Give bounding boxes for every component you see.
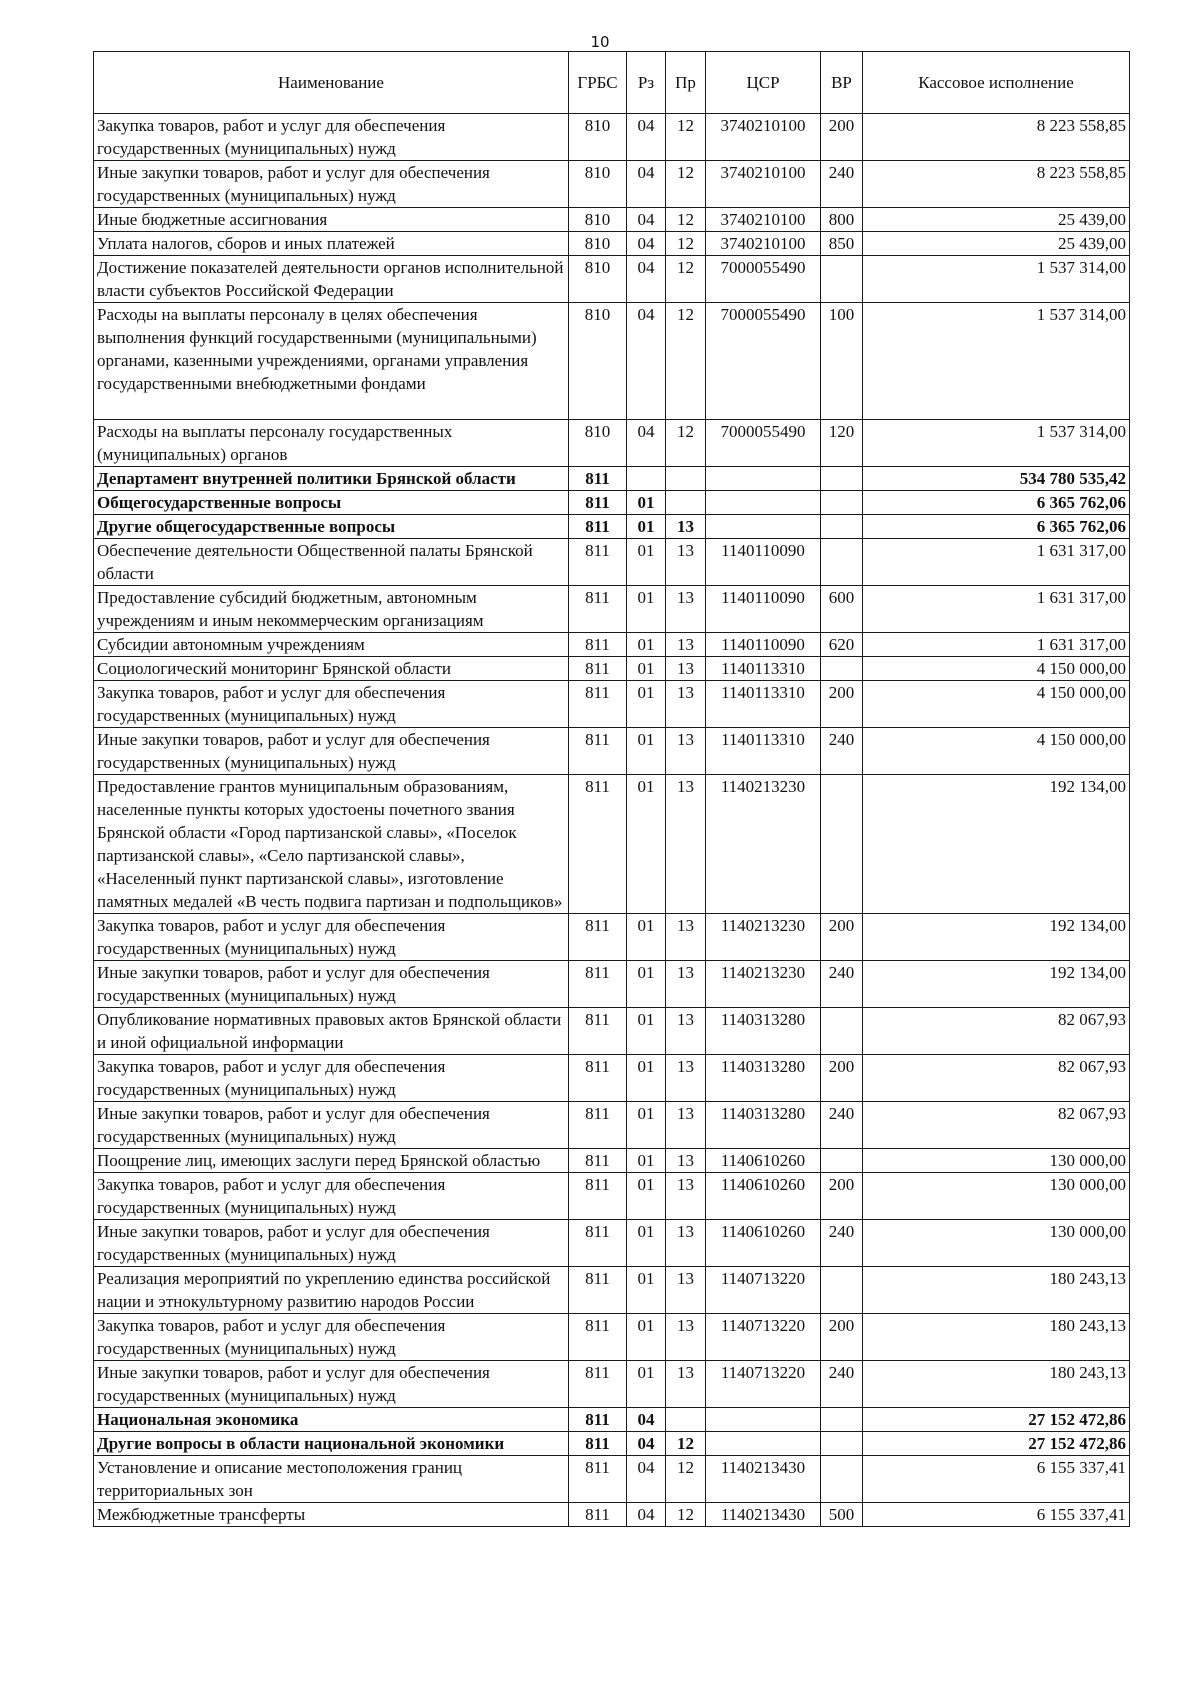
row-csr-cell: 1140213430 <box>706 1503 821 1527</box>
row-csr-cell: 1140213230 <box>706 775 821 914</box>
row-rz-cell: 01 <box>627 515 666 539</box>
row-pr-cell: 13 <box>666 1361 706 1408</box>
row-pr-cell: 13 <box>666 1267 706 1314</box>
row-name-cell: Иные закупки товаров, работ и услуг для обеспечения государственных (муниципальных) нужд <box>94 1220 569 1267</box>
row-amount-cell: 180 243,13 <box>863 1361 1130 1408</box>
row-grbs-cell: 811 <box>569 1055 627 1102</box>
row-amount-cell: 6 365 762,06 <box>863 515 1130 539</box>
row-amount-cell: 82 067,93 <box>863 1008 1130 1055</box>
row-rz-cell: 01 <box>627 1102 666 1149</box>
row-name-cell: Закупка товаров, работ и услуг для обеспечения государственных (муниципальных) нужд <box>94 1055 569 1102</box>
row-grbs-cell: 811 <box>569 1503 627 1527</box>
row-vr-cell: 240 <box>821 961 863 1008</box>
row-vr-cell <box>821 1267 863 1314</box>
header-csr: ЦСР <box>706 52 821 114</box>
table-row <box>94 961 1130 1008</box>
table-row <box>94 1361 1130 1408</box>
row-vr-cell <box>821 1456 863 1503</box>
row-amount-cell: 1 631 317,00 <box>863 539 1130 586</box>
row-csr-cell: 1140713220 <box>706 1361 821 1408</box>
row-grbs-cell: 811 <box>569 1314 627 1361</box>
row-grbs-cell: 810 <box>569 208 627 232</box>
row-pr-cell: 13 <box>666 914 706 961</box>
row-vr-cell: 240 <box>821 1220 863 1267</box>
row-vr-cell <box>821 657 863 681</box>
row-name-cell: Департамент внутренней политики Брянской области <box>94 467 569 491</box>
row-pr-cell: 13 <box>666 1149 706 1173</box>
row-csr-cell: 1140313280 <box>706 1102 821 1149</box>
row-pr-cell: 13 <box>666 681 706 728</box>
row-rz-cell: 04 <box>627 114 666 161</box>
row-vr-cell: 200 <box>821 1314 863 1361</box>
row-grbs-cell: 811 <box>569 1008 627 1055</box>
row-amount-cell: 130 000,00 <box>863 1220 1130 1267</box>
row-pr-cell: 13 <box>666 1055 706 1102</box>
row-grbs-cell: 811 <box>569 961 627 1008</box>
header-vr: ВР <box>821 52 863 114</box>
row-csr-cell: 1140113310 <box>706 681 821 728</box>
table-body <box>94 114 1130 1527</box>
row-grbs-cell: 811 <box>569 914 627 961</box>
row-csr-cell: 7000055490 <box>706 420 821 467</box>
row-pr-cell: 13 <box>666 586 706 633</box>
row-csr-cell: 3740210100 <box>706 114 821 161</box>
row-vr-cell: 100 <box>821 303 863 420</box>
row-name-cell: Предоставление грантов муниципальным образованиям, населенные пункты которых удостоены почетного звания Брянской области «Город партизанской славы», «Поселок партизанской славы», «Село партизанской славы», «Населенный пункт партизанской славы», изготовление памятных медалей «В честь подвига партизан и подпольщиков» <box>94 775 569 914</box>
table-row <box>94 657 1130 681</box>
row-grbs-cell: 810 <box>569 114 627 161</box>
row-vr-cell: 200 <box>821 1055 863 1102</box>
row-vr-cell <box>821 539 863 586</box>
row-csr-cell: 1140110090 <box>706 539 821 586</box>
table-row <box>94 633 1130 657</box>
row-amount-cell: 1 631 317,00 <box>863 633 1130 657</box>
table-row <box>94 586 1130 633</box>
row-name-cell: Субсидии автономным учреждениям <box>94 633 569 657</box>
table-row <box>94 1503 1130 1527</box>
row-name-cell: Иные бюджетные ассигнования <box>94 208 569 232</box>
table-row <box>94 467 1130 491</box>
row-rz-cell: 04 <box>627 1503 666 1527</box>
row-grbs-cell: 811 <box>569 1220 627 1267</box>
row-rz-cell: 01 <box>627 775 666 914</box>
row-amount-cell: 1 537 314,00 <box>863 256 1130 303</box>
row-grbs-cell: 810 <box>569 420 627 467</box>
row-name-cell: Иные закупки товаров, работ и услуг для обеспечения государственных (муниципальных) нужд <box>94 961 569 1008</box>
row-vr-cell: 600 <box>821 586 863 633</box>
row-amount-cell: 25 439,00 <box>863 232 1130 256</box>
row-vr-cell: 620 <box>821 633 863 657</box>
row-name-cell: Социологический мониторинг Брянской области <box>94 657 569 681</box>
row-vr-cell <box>821 1008 863 1055</box>
row-csr-cell: 1140713220 <box>706 1267 821 1314</box>
row-name-cell: Расходы на выплаты персоналу в целях обеспечения выполнения функций государственными (муниципальными) органами, казенными учреждениями, органами управления государственными внебюджетными фондами <box>94 303 569 420</box>
row-rz-cell: 01 <box>627 914 666 961</box>
table-row <box>94 491 1130 515</box>
row-vr-cell: 240 <box>821 1102 863 1149</box>
row-amount-cell: 192 134,00 <box>863 914 1130 961</box>
row-amount-cell: 25 439,00 <box>863 208 1130 232</box>
row-pr-cell: 13 <box>666 515 706 539</box>
row-csr-cell: 1140313280 <box>706 1055 821 1102</box>
row-rz-cell: 01 <box>627 539 666 586</box>
row-name-cell: Общегосударственные вопросы <box>94 491 569 515</box>
row-name-cell: Другие общегосударственные вопросы <box>94 515 569 539</box>
table-row <box>94 1173 1130 1220</box>
table-row <box>94 1102 1130 1149</box>
row-vr-cell <box>821 467 863 491</box>
row-grbs-cell: 811 <box>569 467 627 491</box>
row-pr-cell: 13 <box>666 1314 706 1361</box>
row-name-cell: Иные закупки товаров, работ и услуг для обеспечения государственных (муниципальных) нужд <box>94 728 569 775</box>
row-rz-cell: 01 <box>627 1008 666 1055</box>
row-csr-cell <box>706 1432 821 1456</box>
row-pr-cell: 12 <box>666 420 706 467</box>
row-rz-cell: 04 <box>627 303 666 420</box>
table-header-row <box>94 52 1130 114</box>
table-row <box>94 914 1130 961</box>
row-rz-cell: 01 <box>627 1220 666 1267</box>
row-grbs-cell: 811 <box>569 515 627 539</box>
row-rz-cell: 01 <box>627 961 666 1008</box>
header-name: Наименование <box>94 52 569 114</box>
row-pr-cell: 13 <box>666 1220 706 1267</box>
row-vr-cell: 240 <box>821 1361 863 1408</box>
row-pr-cell <box>666 491 706 515</box>
row-pr-cell: 12 <box>666 303 706 420</box>
row-rz-cell: 01 <box>627 1267 666 1314</box>
row-csr-cell <box>706 515 821 539</box>
row-name-cell: Иные закупки товаров, работ и услуг для обеспечения государственных (муниципальных) нужд <box>94 1361 569 1408</box>
row-amount-cell: 130 000,00 <box>863 1149 1130 1173</box>
row-rz-cell: 01 <box>627 1314 666 1361</box>
page-number: 10 <box>590 33 610 51</box>
table-row <box>94 1432 1130 1456</box>
row-amount-cell: 27 152 472,86 <box>863 1432 1130 1456</box>
row-csr-cell: 1140113310 <box>706 657 821 681</box>
row-vr-cell <box>821 256 863 303</box>
row-amount-cell: 6 365 762,06 <box>863 491 1130 515</box>
table-row <box>94 1220 1130 1267</box>
row-rz-cell: 01 <box>627 728 666 775</box>
row-grbs-cell: 810 <box>569 256 627 303</box>
row-rz-cell: 01 <box>627 1149 666 1173</box>
row-rz-cell: 04 <box>627 420 666 467</box>
row-pr-cell: 12 <box>666 208 706 232</box>
row-vr-cell: 200 <box>821 914 863 961</box>
row-grbs-cell: 811 <box>569 1267 627 1314</box>
row-csr-cell: 1140313280 <box>706 1008 821 1055</box>
row-grbs-cell: 810 <box>569 161 627 208</box>
row-amount-cell: 1 631 317,00 <box>863 586 1130 633</box>
row-rz-cell: 01 <box>627 657 666 681</box>
row-rz-cell: 04 <box>627 161 666 208</box>
table-row <box>94 1456 1130 1503</box>
row-amount-cell: 130 000,00 <box>863 1173 1130 1220</box>
row-rz-cell: 01 <box>627 491 666 515</box>
row-vr-cell: 240 <box>821 161 863 208</box>
row-vr-cell: 240 <box>821 728 863 775</box>
header-grbs: ГРБС <box>569 52 627 114</box>
row-amount-cell: 180 243,13 <box>863 1314 1130 1361</box>
row-pr-cell: 13 <box>666 657 706 681</box>
row-csr-cell: 1140213230 <box>706 914 821 961</box>
row-grbs-cell: 811 <box>569 1432 627 1456</box>
row-grbs-cell: 811 <box>569 657 627 681</box>
row-pr-cell: 12 <box>666 256 706 303</box>
row-vr-cell <box>821 491 863 515</box>
row-name-cell: Другие вопросы в области национальной экономики <box>94 1432 569 1456</box>
row-name-cell: Закупка товаров, работ и услуг для обеспечения государственных (муниципальных) нужд <box>94 1173 569 1220</box>
table-row <box>94 420 1130 467</box>
row-vr-cell: 850 <box>821 232 863 256</box>
row-grbs-cell: 811 <box>569 586 627 633</box>
row-csr-cell <box>706 1408 821 1432</box>
row-pr-cell: 12 <box>666 1456 706 1503</box>
row-rz-cell: 04 <box>627 208 666 232</box>
table-row <box>94 1055 1130 1102</box>
row-name-cell: Достижение показателей деятельности органов исполнительной власти субъектов Российской Федерации <box>94 256 569 303</box>
row-name-cell: Национальная экономика <box>94 1408 569 1432</box>
row-name-cell: Межбюджетные трансферты <box>94 1503 569 1527</box>
row-grbs-cell: 811 <box>569 1361 627 1408</box>
row-rz-cell: 01 <box>627 681 666 728</box>
row-amount-cell: 6 155 337,41 <box>863 1456 1130 1503</box>
budget-execution-table <box>93 51 1130 1527</box>
row-csr-cell: 3740210100 <box>706 208 821 232</box>
header-pr: Пр <box>666 52 706 114</box>
row-name-cell: Закупка товаров, работ и услуг для обеспечения государственных (муниципальных) нужд <box>94 114 569 161</box>
row-csr-cell <box>706 491 821 515</box>
row-pr-cell: 13 <box>666 1102 706 1149</box>
row-amount-cell: 6 155 337,41 <box>863 1503 1130 1527</box>
table-row <box>94 1314 1130 1361</box>
row-grbs-cell: 811 <box>569 1173 627 1220</box>
row-name-cell: Закупка товаров, работ и услуг для обеспечения государственных (муниципальных) нужд <box>94 1314 569 1361</box>
row-csr-cell: 1140610260 <box>706 1173 821 1220</box>
row-csr-cell <box>706 467 821 491</box>
row-pr-cell <box>666 467 706 491</box>
row-csr-cell: 1140213430 <box>706 1456 821 1503</box>
row-pr-cell: 12 <box>666 1432 706 1456</box>
header-amount: Кассовое исполнение <box>863 52 1130 114</box>
row-rz-cell: 04 <box>627 232 666 256</box>
row-csr-cell: 3740210100 <box>706 232 821 256</box>
row-rz-cell: 04 <box>627 1408 666 1432</box>
row-rz-cell: 01 <box>627 1055 666 1102</box>
row-pr-cell: 12 <box>666 114 706 161</box>
row-pr-cell: 12 <box>666 232 706 256</box>
row-rz-cell: 04 <box>627 1456 666 1503</box>
row-grbs-cell: 811 <box>569 491 627 515</box>
row-amount-cell: 4 150 000,00 <box>863 681 1130 728</box>
row-csr-cell: 7000055490 <box>706 303 821 420</box>
row-grbs-cell: 811 <box>569 1102 627 1149</box>
row-name-cell: Поощрение лиц, имеющих заслуги перед Брянской областью <box>94 1149 569 1173</box>
row-name-cell: Предоставление субсидий бюджетным, автономным учреждениям и иным некоммерческим организациям <box>94 586 569 633</box>
row-csr-cell: 7000055490 <box>706 256 821 303</box>
row-name-cell: Установление и описание местоположения границ территориальных зон <box>94 1456 569 1503</box>
row-name-cell: Реализация мероприятий по укреплению единства российской нации и этнокультурному развитию народов России <box>94 1267 569 1314</box>
row-name-cell: Закупка товаров, работ и услуг для обеспечения государственных (муниципальных) нужд <box>94 914 569 961</box>
row-grbs-cell: 811 <box>569 775 627 914</box>
table-row <box>94 114 1130 161</box>
row-rz-cell: 01 <box>627 1173 666 1220</box>
row-grbs-cell: 810 <box>569 232 627 256</box>
row-grbs-cell: 811 <box>569 633 627 657</box>
row-rz-cell: 01 <box>627 633 666 657</box>
row-grbs-cell: 811 <box>569 1456 627 1503</box>
row-csr-cell: 1140113310 <box>706 728 821 775</box>
row-grbs-cell: 811 <box>569 1149 627 1173</box>
table-row <box>94 775 1130 914</box>
row-amount-cell: 82 067,93 <box>863 1055 1130 1102</box>
row-vr-cell <box>821 775 863 914</box>
row-vr-cell <box>821 1432 863 1456</box>
row-amount-cell: 27 152 472,86 <box>863 1408 1130 1432</box>
row-name-cell: Опубликование нормативных правовых актов Брянской области и иной официальной информации <box>94 1008 569 1055</box>
row-csr-cell: 3740210100 <box>706 161 821 208</box>
row-amount-cell: 180 243,13 <box>863 1267 1130 1314</box>
row-vr-cell: 120 <box>821 420 863 467</box>
row-pr-cell: 13 <box>666 633 706 657</box>
row-vr-cell: 800 <box>821 208 863 232</box>
table-row <box>94 161 1130 208</box>
table-row <box>94 1267 1130 1314</box>
row-amount-cell: 8 223 558,85 <box>863 161 1130 208</box>
row-rz-cell <box>627 467 666 491</box>
row-amount-cell: 192 134,00 <box>863 961 1130 1008</box>
row-pr-cell: 12 <box>666 161 706 208</box>
row-vr-cell <box>821 1408 863 1432</box>
table-row <box>94 539 1130 586</box>
header-rz: Рз <box>627 52 666 114</box>
row-name-cell: Закупка товаров, работ и услуг для обеспечения государственных (муниципальных) нужд <box>94 681 569 728</box>
row-grbs-cell: 811 <box>569 728 627 775</box>
table-row <box>94 515 1130 539</box>
row-csr-cell: 1140110090 <box>706 633 821 657</box>
table-row <box>94 256 1130 303</box>
row-vr-cell: 200 <box>821 681 863 728</box>
row-amount-cell: 82 067,93 <box>863 1102 1130 1149</box>
row-name-cell: Иные закупки товаров, работ и услуг для обеспечения государственных (муниципальных) нужд <box>94 161 569 208</box>
row-grbs-cell: 811 <box>569 539 627 586</box>
row-amount-cell: 4 150 000,00 <box>863 657 1130 681</box>
table-row <box>94 1008 1130 1055</box>
row-pr-cell: 13 <box>666 961 706 1008</box>
row-amount-cell: 1 537 314,00 <box>863 303 1130 420</box>
row-pr-cell: 12 <box>666 1503 706 1527</box>
row-amount-cell: 534 780 535,42 <box>863 467 1130 491</box>
table-row <box>94 232 1130 256</box>
row-vr-cell: 200 <box>821 114 863 161</box>
row-grbs-cell: 810 <box>569 303 627 420</box>
row-pr-cell: 13 <box>666 1173 706 1220</box>
row-grbs-cell: 811 <box>569 1408 627 1432</box>
row-csr-cell: 1140213230 <box>706 961 821 1008</box>
table-row <box>94 303 1130 420</box>
row-pr-cell: 13 <box>666 1008 706 1055</box>
row-amount-cell: 1 537 314,00 <box>863 420 1130 467</box>
row-rz-cell: 01 <box>627 1361 666 1408</box>
row-amount-cell: 192 134,00 <box>863 775 1130 914</box>
table-row <box>94 1408 1130 1432</box>
row-csr-cell: 1140610260 <box>706 1149 821 1173</box>
row-grbs-cell: 811 <box>569 681 627 728</box>
table-row <box>94 1149 1130 1173</box>
row-vr-cell <box>821 515 863 539</box>
table-row <box>94 728 1130 775</box>
row-pr-cell: 13 <box>666 728 706 775</box>
row-pr-cell: 13 <box>666 539 706 586</box>
row-amount-cell: 4 150 000,00 <box>863 728 1130 775</box>
table-row <box>94 208 1130 232</box>
row-csr-cell: 1140110090 <box>706 586 821 633</box>
row-amount-cell: 8 223 558,85 <box>863 114 1130 161</box>
row-pr-cell: 13 <box>666 775 706 914</box>
row-vr-cell: 500 <box>821 1503 863 1527</box>
row-name-cell: Обеспечение деятельности Общественной палаты Брянской области <box>94 539 569 586</box>
row-name-cell: Иные закупки товаров, работ и услуг для обеспечения государственных (муниципальных) нужд <box>94 1102 569 1149</box>
row-pr-cell <box>666 1408 706 1432</box>
row-vr-cell <box>821 1149 863 1173</box>
row-name-cell: Расходы на выплаты персоналу государственных (муниципальных) органов <box>94 420 569 467</box>
table-row <box>94 681 1130 728</box>
row-rz-cell: 04 <box>627 256 666 303</box>
row-name-cell: Уплата налогов, сборов и иных платежей <box>94 232 569 256</box>
row-csr-cell: 1140713220 <box>706 1314 821 1361</box>
row-rz-cell: 01 <box>627 586 666 633</box>
row-rz-cell: 04 <box>627 1432 666 1456</box>
row-csr-cell: 1140610260 <box>706 1220 821 1267</box>
row-vr-cell: 200 <box>821 1173 863 1220</box>
